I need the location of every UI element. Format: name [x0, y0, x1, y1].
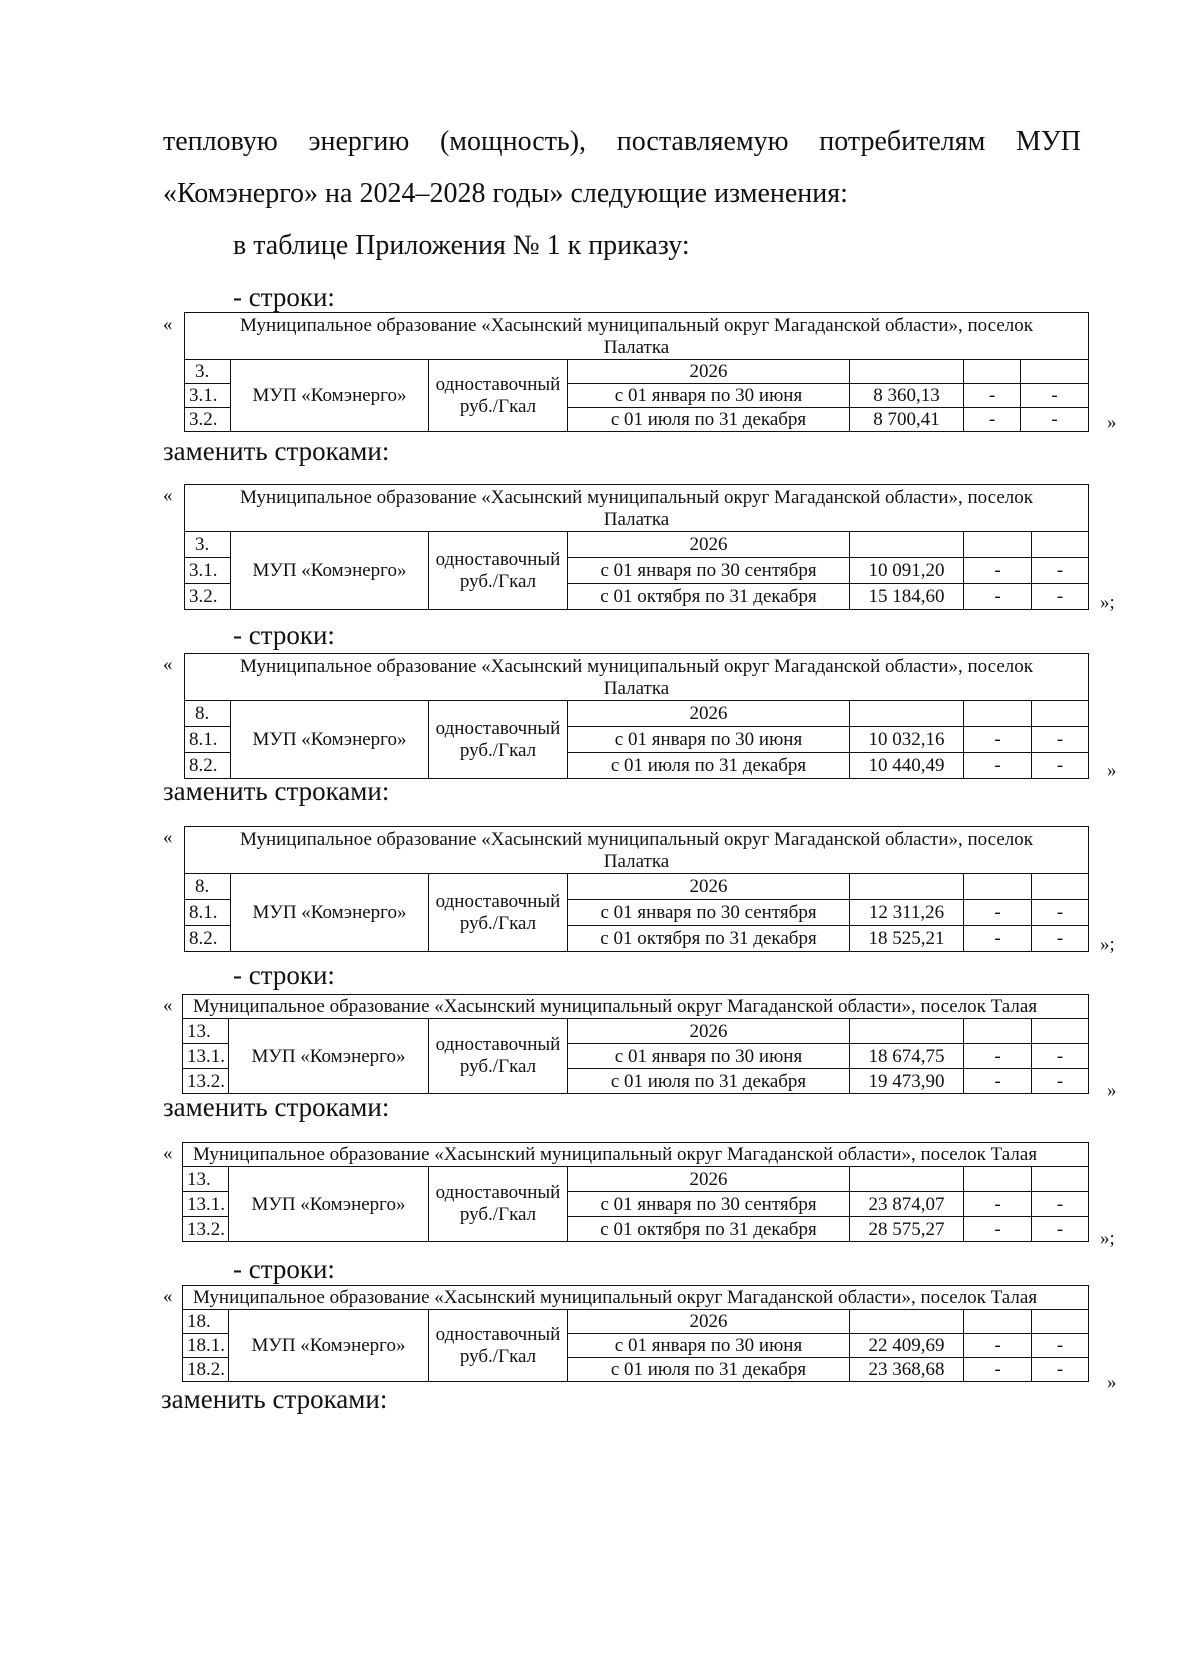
- tariff-table: [184, 826, 1089, 952]
- row-index: 13.1.: [183, 1192, 229, 1217]
- empty-cell: [850, 1310, 964, 1334]
- row-index: 3.1.: [185, 384, 231, 408]
- tariff-value: 18 674,75: [850, 1044, 964, 1069]
- empty-cell: [1032, 1019, 1089, 1044]
- tariff-value: 10 091,20: [850, 558, 964, 584]
- rate-type-cell: одноставочный руб./Гкал: [429, 701, 568, 779]
- tariff-value: 12 311,26: [850, 900, 964, 926]
- dash-cell: -: [964, 384, 1021, 408]
- tariff-table: [184, 312, 1089, 432]
- dash-cell: -: [964, 584, 1032, 610]
- row-number: 13.: [183, 1019, 229, 1044]
- tariff-value: 10 440,49: [850, 753, 964, 779]
- municipality-header: Муниципальное образование «Хасынский муниципальный округ Магаданской области», поселок Талая: [183, 1286, 1089, 1310]
- dash-cell: -: [1032, 1334, 1089, 1358]
- dash-cell: -: [1032, 753, 1089, 779]
- intro-word: поставляемую: [616, 126, 789, 157]
- organization-cell: МУП «Комэнерго»: [231, 532, 429, 610]
- row-index: 8.2.: [185, 753, 231, 779]
- empty-cell: [964, 360, 1021, 384]
- tariff-value: 23 874,07: [850, 1192, 964, 1217]
- close-quote: »: [1107, 1080, 1117, 1101]
- open-quote: «: [163, 827, 173, 848]
- close-quote: »: [1107, 412, 1117, 433]
- intro-word: МУП: [1016, 126, 1081, 157]
- row-index: 3.1.: [185, 558, 231, 584]
- dash-cell: -: [1032, 900, 1089, 926]
- open-quote: «: [163, 654, 173, 675]
- tariff-value: 28 575,27: [850, 1217, 964, 1242]
- row-index: 8.1.: [185, 727, 231, 753]
- tariff-table: [182, 1142, 1089, 1242]
- tariff-table: [184, 653, 1089, 779]
- dash-cell: -: [1021, 384, 1089, 408]
- row-index: 18.2.: [183, 1358, 229, 1382]
- intro-line-2: «Комэнерго» на 2024–2028 годы» следующие изменения:: [163, 178, 848, 209]
- year-cell: 2026: [568, 532, 850, 558]
- empty-cell: [850, 1019, 964, 1044]
- open-quote: «: [163, 995, 173, 1016]
- rate-type-cell: одноставочный руб./Гкал: [429, 1167, 568, 1242]
- organization-cell: МУП «Комэнерго»: [229, 1310, 429, 1382]
- period-cell: с 01 января по 30 сентября: [568, 558, 850, 584]
- tariff-value: 10 032,16: [850, 727, 964, 753]
- empty-cell: [1032, 1310, 1089, 1334]
- organization-cell: МУП «Комэнерго»: [229, 1167, 429, 1242]
- empty-cell: [850, 701, 964, 727]
- empty-cell: [1021, 360, 1089, 384]
- tariff-value: 8 700,41: [850, 408, 964, 432]
- dash-cell: -: [964, 727, 1032, 753]
- organization-cell: МУП «Комэнерго»: [231, 874, 429, 952]
- empty-cell: [1032, 532, 1089, 558]
- period-cell: с 01 января по 30 июня: [568, 1334, 850, 1358]
- period-cell: с 01 января по 30 июня: [568, 384, 850, 408]
- period-cell: с 01 июля по 31 декабря: [568, 1358, 850, 1382]
- rate-type-cell: одноставочный руб./Гкал: [429, 1019, 568, 1094]
- empty-cell: [1032, 874, 1089, 900]
- period-cell: с 01 июля по 31 декабря: [568, 408, 850, 432]
- period-cell: с 01 октября по 31 декабря: [568, 1217, 850, 1242]
- row-index: 3.2.: [185, 408, 231, 432]
- period-cell: с 01 июля по 31 декабря: [568, 1069, 850, 1094]
- dash-cell: -: [1032, 1044, 1089, 1069]
- row-index: 13.1.: [183, 1044, 229, 1069]
- tariff-value: 18 525,21: [850, 926, 964, 952]
- row-number: 8.: [185, 701, 231, 727]
- empty-cell: [850, 874, 964, 900]
- year-cell: 2026: [568, 360, 850, 384]
- tariff-value: 15 184,60: [850, 584, 964, 610]
- row-index: 13.2.: [183, 1217, 229, 1242]
- row-index: 3.2.: [185, 584, 231, 610]
- row-number: 13.: [183, 1167, 229, 1192]
- tariff-value: 19 473,90: [850, 1069, 964, 1094]
- period-cell: с 01 октября по 31 декабря: [568, 926, 850, 952]
- municipality-header: Муниципальное образование «Хасынский муниципальный округ Магаданской области», поселок Палатка: [185, 485, 1089, 532]
- row-index: 18.1.: [183, 1334, 229, 1358]
- dash-cell: -: [964, 1217, 1032, 1242]
- open-quote: «: [163, 1143, 173, 1164]
- close-quote: »;: [1100, 592, 1115, 613]
- dash-cell: -: [1032, 1217, 1089, 1242]
- dash-cell: -: [964, 1358, 1032, 1382]
- empty-cell: [964, 532, 1032, 558]
- row-number: 3.: [185, 532, 231, 558]
- dash-cell: -: [1032, 584, 1089, 610]
- dash-cell: -: [964, 1044, 1032, 1069]
- row-number: 18.: [183, 1310, 229, 1334]
- close-quote: »: [1107, 760, 1117, 781]
- empty-cell: [850, 360, 964, 384]
- empty-cell: [964, 874, 1032, 900]
- empty-cell: [850, 1167, 964, 1192]
- tariff-value: 8 360,13: [850, 384, 964, 408]
- replace-label: заменить строками:: [163, 436, 390, 466]
- tariff-table: [182, 1285, 1089, 1382]
- period-cell: с 01 января по 30 июня: [568, 1044, 850, 1069]
- tariff-table: [182, 994, 1089, 1094]
- replace-label: заменить строками:: [163, 1092, 390, 1122]
- period-cell: с 01 января по 30 июня: [568, 727, 850, 753]
- dash-cell: -: [1032, 926, 1089, 952]
- empty-cell: [1032, 701, 1089, 727]
- year-cell: 2026: [568, 1167, 850, 1192]
- dash-cell: -: [964, 900, 1032, 926]
- intro-line-1: [163, 126, 1081, 158]
- organization-cell: МУП «Комэнерго»: [231, 701, 429, 779]
- dash-cell: -: [964, 558, 1032, 584]
- organization-cell: МУП «Комэнерго»: [229, 1019, 429, 1094]
- empty-cell: [964, 701, 1032, 727]
- rate-type-cell: одноставочный руб./Гкал: [429, 1310, 568, 1382]
- close-quote: »;: [1100, 1228, 1115, 1249]
- open-quote: «: [163, 1286, 173, 1307]
- row-number: 8.: [185, 874, 231, 900]
- municipality-header: Муниципальное образование «Хасынский муниципальный округ Магаданской области», поселок Талая: [183, 1143, 1089, 1167]
- tariff-value: 22 409,69: [850, 1334, 964, 1358]
- year-cell: 2026: [568, 874, 850, 900]
- tariff-table: [184, 484, 1089, 610]
- row-index: 8.2.: [185, 926, 231, 952]
- dash-cell: -: [1032, 1192, 1089, 1217]
- dash-cell: -: [1032, 1069, 1089, 1094]
- tariff-value: 23 368,68: [850, 1358, 964, 1382]
- dash-cell: -: [1032, 558, 1089, 584]
- intro-word: энергию: [308, 126, 410, 157]
- intro-word: потребителям: [819, 126, 986, 157]
- period-cell: с 01 июля по 31 декабря: [568, 753, 850, 779]
- rate-type-cell: одноставочный руб./Гкал: [429, 360, 568, 432]
- year-cell: 2026: [568, 1019, 850, 1044]
- dash-cell: -: [964, 1069, 1032, 1094]
- dash-cell: -: [1032, 1358, 1089, 1382]
- open-quote: «: [163, 485, 173, 506]
- rows-label: - строки:: [233, 282, 335, 312]
- open-quote: «: [163, 314, 173, 335]
- rows-label: - строки:: [233, 1254, 335, 1284]
- empty-cell: [964, 1019, 1032, 1044]
- dash-cell: -: [964, 408, 1021, 432]
- row-index: 8.1.: [185, 900, 231, 926]
- year-cell: 2026: [568, 701, 850, 727]
- empty-cell: [964, 1310, 1032, 1334]
- row-number: 3.: [185, 360, 231, 384]
- organization-cell: МУП «Комэнерго»: [231, 360, 429, 432]
- intro-word: тепловую: [163, 126, 278, 157]
- intro-line-3: в таблице Приложения № 1 к приказу:: [233, 230, 690, 261]
- row-index: 13.2.: [183, 1069, 229, 1094]
- replace-label: заменить строками:: [163, 776, 390, 806]
- intro-word: (мощность),: [439, 126, 587, 157]
- municipality-header: Муниципальное образование «Хасынский муниципальный округ Магаданской области», поселок Талая: [183, 995, 1089, 1019]
- municipality-header: Муниципальное образование «Хасынский муниципальный округ Магаданской области», поселок Палатка: [185, 313, 1089, 360]
- rate-type-cell: одноставочный руб./Гкал: [429, 874, 568, 952]
- period-cell: с 01 октября по 31 декабря: [568, 584, 850, 610]
- replace-label: заменить строками:: [161, 1384, 388, 1414]
- period-cell: с 01 января по 30 сентября: [568, 900, 850, 926]
- empty-cell: [850, 532, 964, 558]
- municipality-header: Муниципальное образование «Хасынский муниципальный округ Магаданской области», поселок Палатка: [185, 827, 1089, 874]
- period-cell: с 01 января по 30 сентября: [568, 1192, 850, 1217]
- dash-cell: -: [964, 753, 1032, 779]
- municipality-header: Муниципальное образование «Хасынский муниципальный округ Магаданской области», поселок Палатка: [185, 654, 1089, 701]
- close-quote: »;: [1100, 934, 1115, 955]
- rows-label: - строки:: [233, 960, 335, 990]
- close-quote: »: [1107, 1372, 1117, 1393]
- dash-cell: -: [964, 1334, 1032, 1358]
- dash-cell: -: [1032, 727, 1089, 753]
- rows-label: - строки:: [233, 620, 335, 650]
- empty-cell: [964, 1167, 1032, 1192]
- year-cell: 2026: [568, 1310, 850, 1334]
- dash-cell: -: [1021, 408, 1089, 432]
- empty-cell: [1032, 1167, 1089, 1192]
- dash-cell: -: [964, 926, 1032, 952]
- dash-cell: -: [964, 1192, 1032, 1217]
- rate-type-cell: одноставочный руб./Гкал: [429, 532, 568, 610]
